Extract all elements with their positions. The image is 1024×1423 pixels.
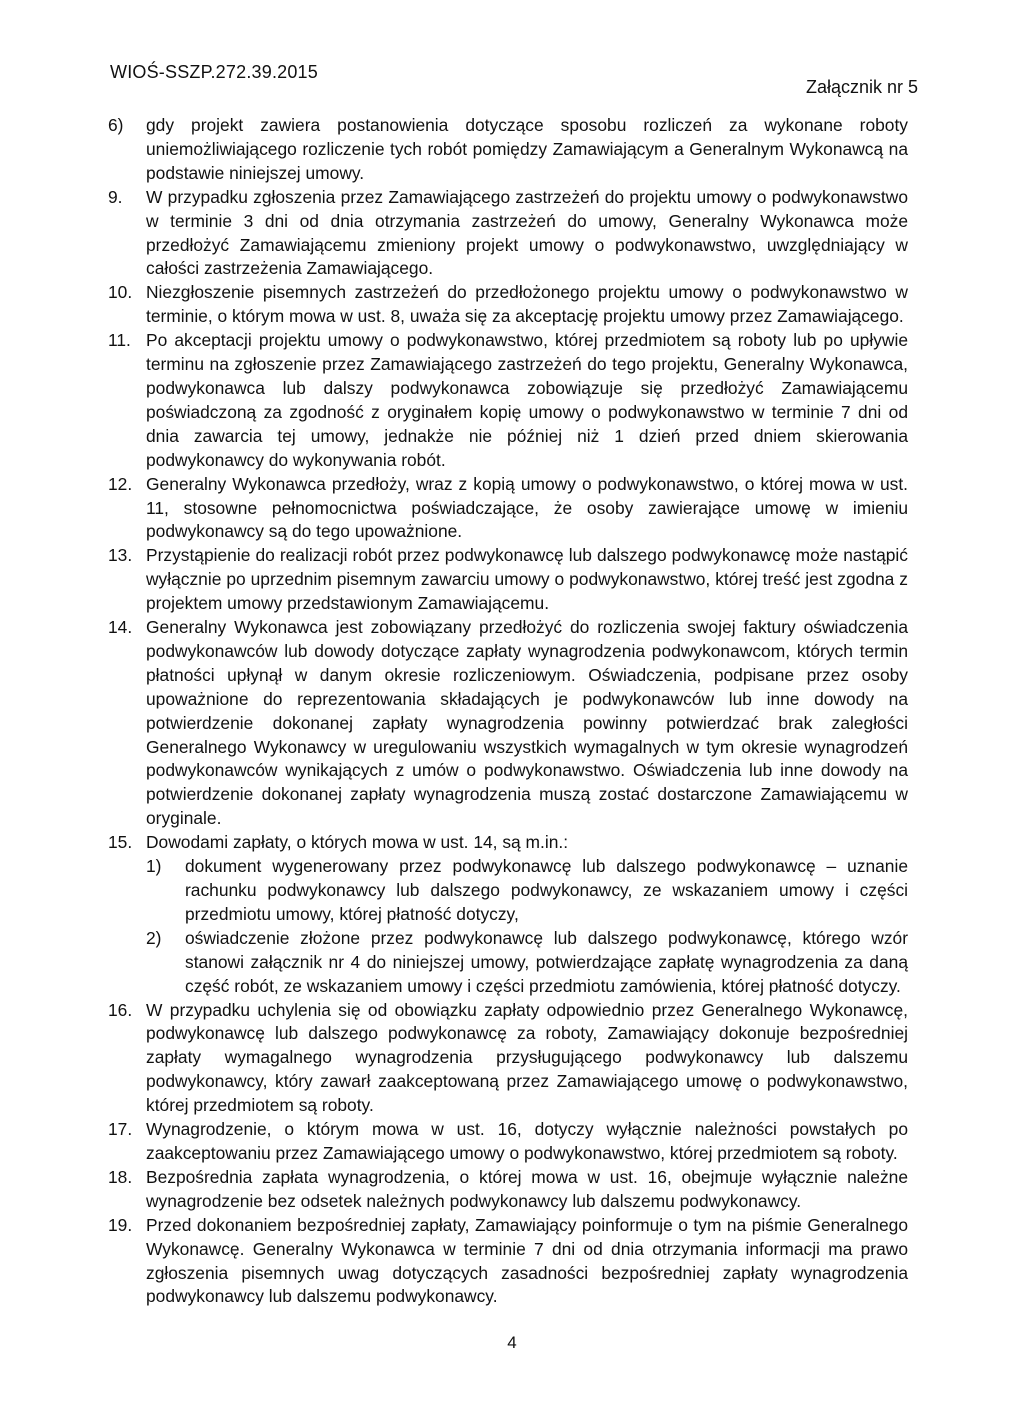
item-number: 13. [108,545,133,566]
sub-item-text: dokument wygenerowany przez podwykonawcę lub dalszego podwykonawcę – uznanie rachunku podwykonawcy lub dalszego podwykonawcy, ze wskazaniem umowy i części przedmiotu umowy, której płatność dotyczy, [185,856,908,924]
item-text: Dowodami zapłaty, o których mowa w ust. 14, są m.in.: [146,832,569,853]
list-item [108,329,908,472]
list-item [108,999,908,1119]
document-reference-number: WIOŚ-SSZP.272.39.2015 [110,62,318,82]
item-number: 11. [108,330,131,351]
item-text: Przystąpienie do realizacji robót przez podwykonawcę lub dalszego podwykonawcę może nastąpić wyłącznie po uprzednim pisemnym zawarciu umowy o podwykonawstwo, której treść jest zgodna z projektem umowy przedstawionym Zamawiającemu. [146,545,908,614]
item-text: gdy projekt zawiera postanowienia dotyczące sposobu rozliczeń za wykonane roboty uniemożliwiającego rozliczenie tych robót pomiędzy Zamawiającym a Generalnym Wykonawcą na podstawie niniejszej umowy. [146,115,908,183]
list-item [108,114,908,186]
list-item [108,544,908,616]
list-item [108,1166,908,1214]
item-number: 10. [108,282,133,303]
item-text: Bezpośrednia zapłata wynagrodzenia, o której mowa w ust. 16, obejmuje wyłącznie należne wynagrodzenie bez odsetek należnych podwykonawcy lub dalszemu podwykonawcy. [146,1166,908,1211]
item-number: 19. [108,1214,133,1235]
item-number: 9. [108,186,123,207]
item-number: 14. [108,617,133,638]
sub-item-number: 2) [146,927,162,948]
document-body [108,114,908,1309]
list-item [108,616,908,831]
sub-item-number: 1) [146,856,162,877]
attachment-label: Załącznik nr 5 [805,77,918,97]
list-item [108,1214,908,1310]
item-text: Po akceptacji projektu umowy o podwykonawstwo, której przedmiotem są roboty lub po upływie terminu na zgłoszenie przez Zamawiającego zastrzeżeń do tego projektu, Generalny Wykonawca, podwykonawca lub dalszy podwykonawca zobowiązuje się przedłożyć Zamawiającemu poświadczoną za zgodność z oryginałem kopię umowy o podwykonawstwo w terminie 7 dni od dnia zawarcia tej umowy, jednakże nie później niż 1 dzień przed dniem skierowania podwykonawcy do wykonywania robót. [146,330,908,470]
item-number: 6) [108,115,124,135]
item-number: 17. [108,1119,133,1140]
sub-list-item [108,927,908,999]
list-item [108,831,908,855]
item-number: 16. [108,999,133,1020]
item-text: Generalny Wykonawca przedłoży, wraz z kopią umowy o podwykonawstwo, o której mowa w ust. 11, stosowne pełnomocnictwa poświadczające, że osoby zawierające umowę w imieniu podwykonawcy są do tego upoważnione. [146,473,908,542]
page-number: 4 [507,1333,517,1352]
item-text: W przypadku zgłoszenia przez Zamawiającego zastrzeżeń do projektu umowy o podwykonawstwo w terminie 3 dni od dnia otrzymania zastrzeżeń do umowy, Generalny Wykonawca może przedłożyć Zamawiającemu zmieniony projekt umowy o podwykonawstwo, uwzględniający w całości zastrzeżenia Zamawiającego. [146,186,908,279]
sub-item-text: oświadczenie złożone przez podwykonawcę lub dalszego podwykonawcę, którego wzór stanowi załącznik nr 4 do niniejszej umowy, potwierdzające zapłatę wynagrodzenia za daną część robót, ze wskazaniem umowy i części przedmiotu zamówienia, której płatność dotyczy. [185,927,908,996]
sub-list-item [108,855,908,927]
list-item [108,186,908,282]
item-text: Przed dokonaniem bezpośredniej zapłaty, Zamawiający poinformuje o tym na piśmie Generalnego Wykonawcę. Generalny Wykonawca w terminie 7 dni od dnia otrzymania informacji ma prawo zgłoszenia pisemnych uwag dotyczących zasadności bezpośredniej zapłaty wynagrodzenia podwykonawcy lub dalszemu podwykonawcy. [146,1214,908,1307]
item-text: Niezgłoszenie pisemnych zastrzeżeń do przedłożonego projektu umowy o podwykonawstwo w terminie, o którym mowa w ust. 8, uważa się za akceptację projektu umowy przez Zamawiającego. [146,282,908,327]
item-text: Generalny Wykonawca jest zobowiązany przedłożyć do rozliczenia swojej faktury oświadczenia podwykonawców lub dowody dotyczące zapłaty wynagrodzenia podwykonawcom, których termin płatności upłynął w danym okresie rozliczeniowym. Oświadczenia, podpisane przez osoby upoważnione do reprezentowania składających je podwykonawców lub inne dowody na potwierdzenie dokonanej zapłaty wynagrodzenia powinny potwierdzać brak zaległości Generalnego Wykonawcy w uregulowaniu wszystkich wymagalnych w tym okresie wynagrodzeń podwykonawców wynikających z umów o podwykonawstwo. Oświadczenia lub inne dowody na potwierdzenie dokonanej zapłaty wynagrodzenia muszą zostać dostarczone Zamawiającemu w oryginale. [146,617,908,829]
item-text: Wynagrodzenie, o którym mowa w ust. 16, dotyczy wyłącznie należności powstałych po zaakceptowaniu przez Zamawiającego umowy o podwykonawstwo, której przedmiotem są roboty. [146,1119,908,1163]
list-item [108,473,908,545]
item-number: 15. [108,832,133,853]
list-item [108,1118,908,1166]
item-number: 18. [108,1166,133,1187]
item-text: W przypadku uchylenia się od obowiązku zapłaty odpowiednio przez Generalnego Wykonawcę, podwykonawcę lub dalszego podwykonawcę za roboty, Zamawiający dokonuje bezpośredniej zapłaty wymagalnego wynagrodzenia przysługującego podwykonawcy lub dalszemu podwykonawcy, który zawarł zaakceptowaną przez Zamawiającego umowę o podwykonawstwo, której przedmiotem są roboty. [146,999,908,1116]
list-item [108,281,908,329]
item-number: 12. [108,473,133,494]
